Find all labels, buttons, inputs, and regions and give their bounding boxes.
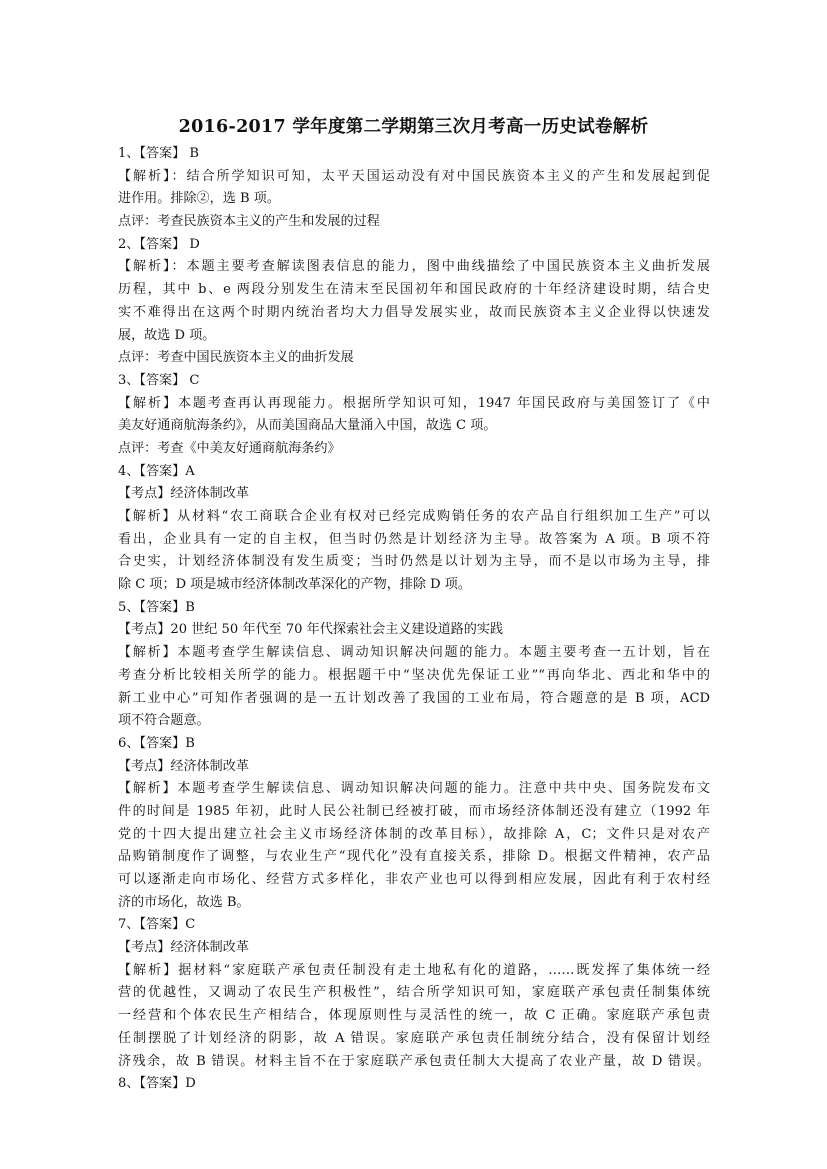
text-line: 合史实，计划经济体制没有发生质变；当时仍然是以计划为主导，而不是以市场为主导，排	[118, 554, 710, 570]
text-line: 【解析】：结合所学知识可知，太平天国运动没有对中国民族资本主义的产生和发展起到促	[118, 168, 710, 184]
text-line: 美友好通商航海条约》，从而美国商品大量涌入中国，故选 C 项。	[118, 418, 497, 434]
text-line: 可以逐渐走向市场化、经营方式多样化，非农产业也可以得到相应发展，因此有利于农村经	[118, 872, 710, 887]
text-line: 展，故选 D 项。	[118, 327, 216, 343]
text-line: 营的优越性，又调动了农民生产积极性”，结合所学知识可知，家庭联产承包责任制集体统	[118, 985, 710, 1001]
document-body	[118, 143, 710, 1096]
text-line: 历程，其中 b、e 两段分别发生在清末至民国初年和国民政府的十年经济建设时期，结合史	[118, 282, 710, 298]
text-line: 看出，企业具有一定的自主权，但当时仍然是计划经济为主导。故答案为 A 项。B 项不符	[118, 531, 710, 547]
text-line: 【解析】据材料“家庭联产承包责任制没有走土地私有化的道路，……既发挥了集体统一经	[118, 962, 710, 978]
text-line: 项不符合题意。	[118, 713, 210, 729]
text-line: 品购销制度作了调整，与农业生产“现代化”没有直接关系，排除 D。根据文件精神，农产品	[118, 849, 710, 865]
text-line: 2、【答案】 D	[118, 236, 200, 252]
text-line: 济残余，故 B 错误。材料主旨不在于家庭联产承包责任制大大提高了农业产量，故 D 错误。	[118, 1053, 710, 1069]
text-line: 新工业中心”可知作者强调的是一五计划改善了我国的工业布局，符合题意的是 B 项，ACD	[118, 690, 710, 706]
text-line: 进作用。排除②，选 B 项。	[118, 191, 280, 207]
text-line: 点评：考查民族资本主义的产生和发展的过程	[118, 214, 380, 230]
text-line: 6、【答案】B	[118, 735, 195, 751]
text-line: 任制摆脱了计划经济的阴影，故 A 错误。家庭联产承包责任制统分结合，没有保留计划经	[118, 1030, 710, 1046]
text-line: 【解析】本题考查再认再现能力。根据所学知识可知，1947 年国民政府与美国签订了《中	[118, 395, 710, 411]
page-title: 2016-2017 学年度第二学期第三次月考高一历史试卷解析	[178, 117, 649, 137]
text-line: 济的市场化，故选 B。	[118, 894, 250, 910]
text-line: 【考点】经济体制改革	[118, 758, 249, 774]
text-line: 【解析】：本题主要考查解读图表信息的能力，图中曲线描绘了中国民族资本主义曲折发展	[118, 259, 710, 275]
text-line: 党的十四大提出建立社会主义市场经济体制的改革目标），故排除 A，C；文件只是对农产	[118, 826, 710, 842]
text-line: 实不难得出在这两个时期内统治者均大力倡导发展实业，故而民族资本主义企业得以快速发	[118, 304, 710, 320]
text-line: 4、【答案】A	[118, 463, 195, 479]
text-line: 8、【答案】D	[118, 1076, 196, 1092]
text-line: 除 C 项；D 项是城市经济体制改革深化的产物，排除 D 项。	[118, 577, 471, 593]
text-line: 【解析】从材料“农工商联合企业有权对已经完成购销任务的农产品自行组织加工生产”可以	[118, 509, 710, 524]
text-line: 【考点】经济体制改革	[118, 940, 249, 956]
text-line: 一经营和个体农民生产相结合，体现原则性与灵活性的统一，故 C 正确。家庭联产承包责	[118, 1008, 710, 1024]
text-line: 5、【答案】B	[118, 599, 195, 615]
text-line: 【解析】本题考查学生解读信息、调动知识解决问题的能力。注意中共中央、国务院发布文	[118, 781, 710, 797]
text-line: 【解析】本题考查学生解读信息、调动知识解决问题的能力。本题主要考查一五计划，旨在	[118, 645, 710, 661]
text-line: 3、【答案】 C	[118, 372, 200, 388]
text-line: 点评：考查《中美友好通商航海条约》	[118, 440, 341, 456]
text-line: 点评：考查中国民族资本主义的曲折发展	[118, 350, 354, 366]
text-line: 【考点】经济体制改革	[118, 486, 249, 502]
text-line: 考查分析比较相关所学的能力。根据题干中“坚决优先保证工业”“再向华北、西北和华中的	[118, 667, 710, 683]
text-line: 【考点】20 世纪 50 年代至 70 年代探索社会主义建设道路的实践	[118, 622, 504, 638]
text-line: 7、【答案】C	[118, 917, 196, 933]
text-line: 件的时间是 1985 年初，此时人民公社制已经被打破，而市场经济体制还没有建立（1992 年	[118, 803, 710, 819]
text-line: 1、【答案】 B	[118, 146, 200, 161]
